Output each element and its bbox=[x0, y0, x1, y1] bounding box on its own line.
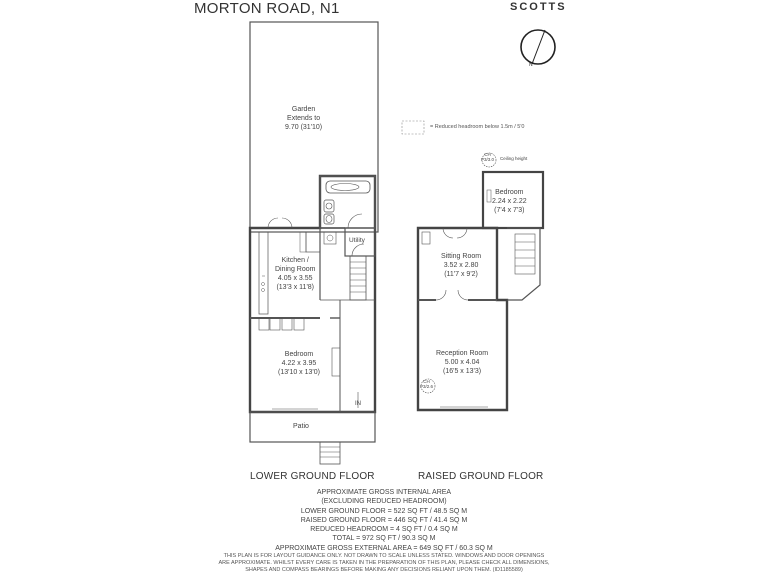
room-garden: Garden Extends to 9.70 (31'10) bbox=[285, 106, 323, 131]
area-line: RAISED GROUND FLOOR = 446 SQ FT / 41.4 SQ M bbox=[300, 516, 468, 524]
area-line: APPROXIMATE GROSS INTERNAL AREA bbox=[316, 489, 452, 496]
room-utility: Utility bbox=[349, 237, 365, 244]
legend-text: = Reduced headroom below 1.5m / 5'0 bbox=[430, 124, 525, 130]
room-kitchen-dining: Kitchen / Dining Room 4.05 x 3.55 (13'3 x 11'8) bbox=[275, 257, 316, 291]
room-bedroom-lower: Bedroom 4.22 x 3.95 (13'10 x 13'0) bbox=[278, 351, 320, 376]
plan-title: MORTON ROAD, N1 bbox=[194, 0, 340, 17]
ceiling-height-label: Ceiling height bbox=[500, 156, 528, 161]
area-summary bbox=[0, 488, 768, 553]
room-patio: Patio bbox=[293, 423, 309, 430]
room-sitting: Sitting Room 3.52 x 2.80 (11'7 x 9'2) bbox=[441, 253, 482, 278]
room-bedroom-raised: Bedroom 2.24 x 2.22 (7'4 x 7'3) bbox=[492, 189, 527, 214]
disclaimer-line: SHAPES AND COMPASS BEARINGS BEFORE MAKING ANY DECISIONS RELIANT UPON THEM. (ID1185589) bbox=[245, 567, 523, 574]
compass-icon bbox=[521, 30, 555, 64]
ceiling-height-marker-top: CH P3/3.0 bbox=[481, 152, 495, 162]
compass-north-label: N bbox=[529, 62, 533, 68]
agency-logo: SCOTTS bbox=[510, 1, 567, 13]
disclaimer-line: THIS PLAN IS FOR LAYOUT GUIDANCE ONLY. NOT DRAWN TO SCALE UNLESS STATED. WINDOWS AND DOOR OPENINGS bbox=[223, 553, 545, 559]
area-line: LOWER GROUND FLOOR = 522 SQ FT / 48.5 SQ M bbox=[300, 507, 468, 515]
room-reception: Reception Room 5.00 x 4.04 (16'5 x 13'3) bbox=[436, 350, 489, 375]
area-line: TOTAL = 972 SQ FT / 90.3 SQ M bbox=[332, 535, 436, 543]
area-line: REDUCED HEADROOM = 4 SQ FT / 0.4 SQ M bbox=[310, 526, 458, 534]
disclaimer-line: ARE APPROXIMATE. WHILST EVERY CARE IS TAKEN IN THE PREPARATION OF THIS PLAN, PLEASE CHECK ALL DIMENSIONS, bbox=[218, 560, 550, 567]
area-line: APPROXIMATE GROSS EXTERNAL AREA = 649 SQ FT / 60.3 SQ M bbox=[275, 544, 493, 552]
entry-marker: IN bbox=[355, 401, 361, 407]
area-line: (EXCLUDING REDUCED HEADROOM) bbox=[321, 498, 447, 506]
ceiling-height-marker-bottom: CH P3/2.6 bbox=[420, 379, 434, 389]
floor-label-raised-ground: RAISED GROUND FLOOR bbox=[418, 471, 544, 482]
floor-label-lower-ground: LOWER GROUND FLOOR bbox=[250, 471, 375, 482]
reduced-headroom-legend-box bbox=[402, 121, 424, 134]
disclaimer bbox=[0, 553, 768, 575]
